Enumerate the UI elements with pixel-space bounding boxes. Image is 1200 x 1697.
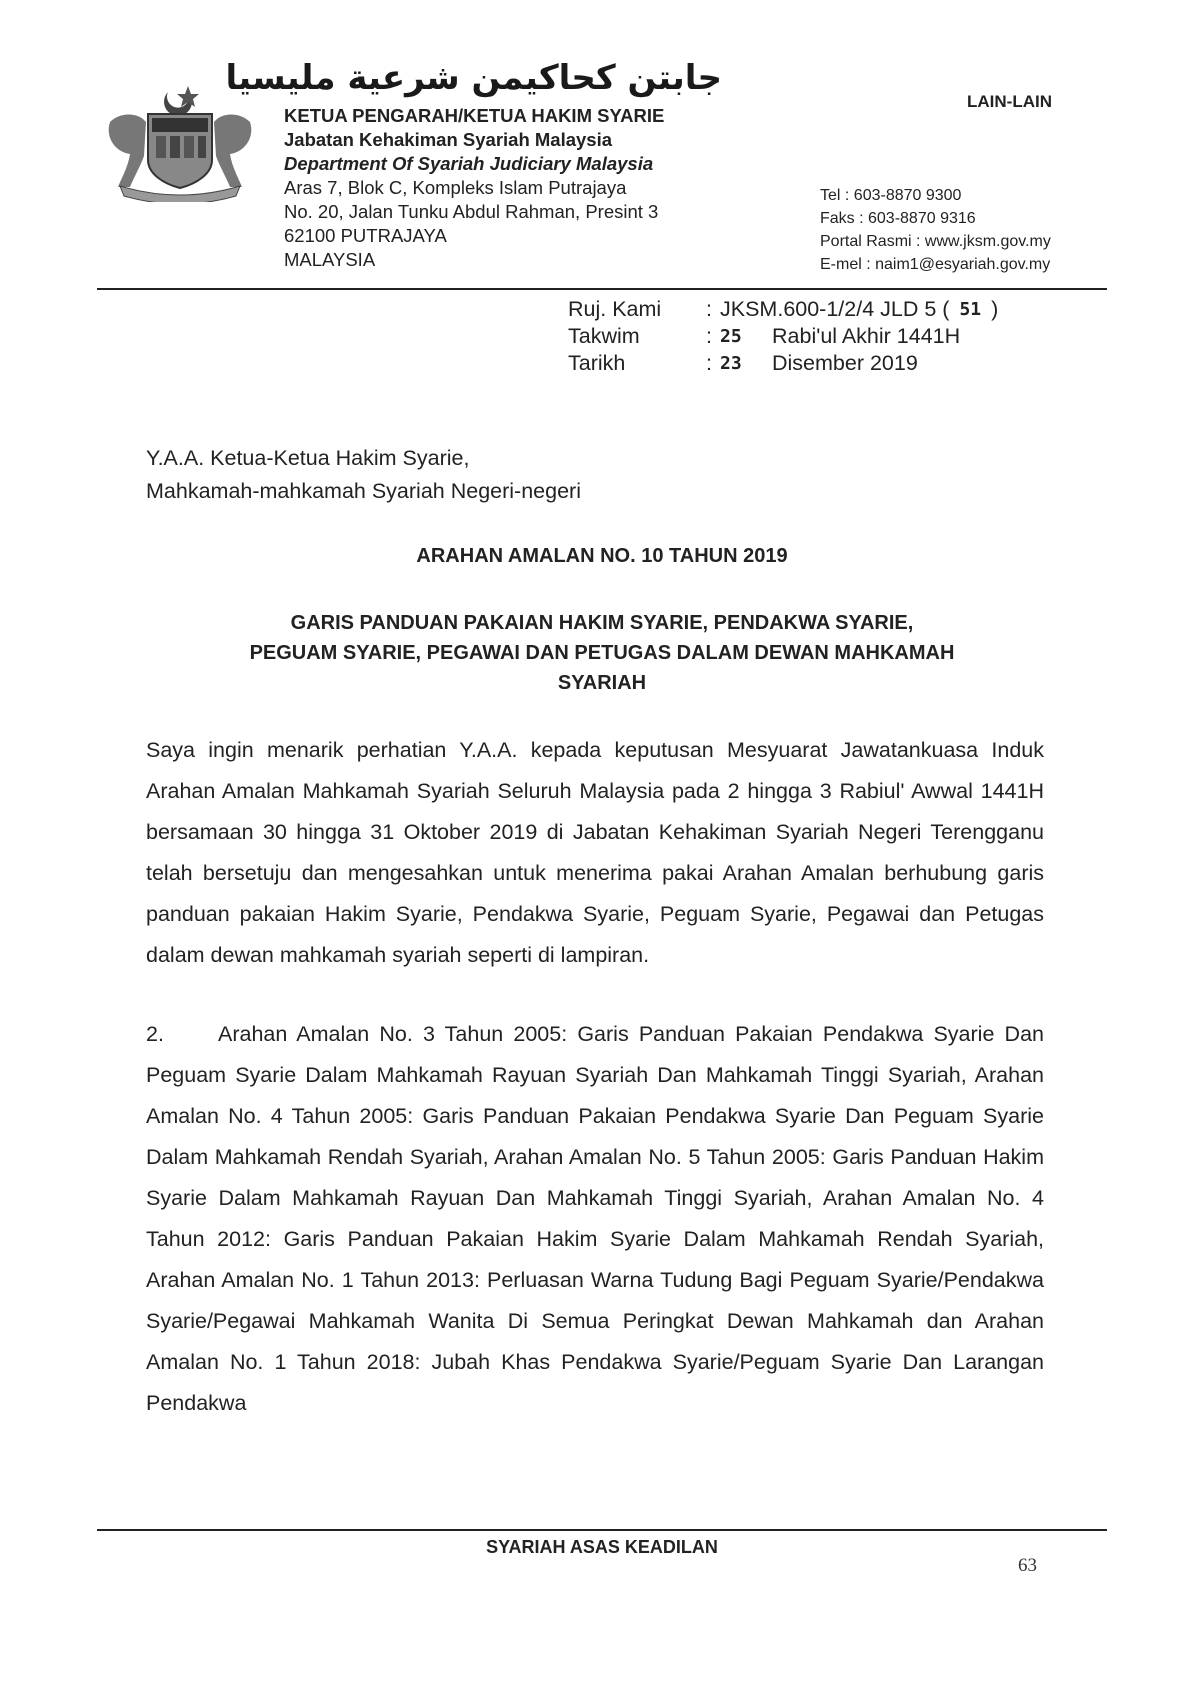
document-subject — [97, 608, 1107, 698]
contact-block — [820, 184, 1051, 276]
hijri-date: Rabi'ul Akhir 1441H — [772, 324, 961, 348]
addressee-line: Mahkamah-mahkamah Syariah Negeri-negeri — [146, 479, 581, 503]
address-line: MALAYSIA — [284, 249, 376, 270]
reference-block — [568, 296, 998, 377]
office-title: KETUA PENGARAH/KETUA HAKIM SYARIE — [284, 105, 665, 126]
contact-telephone: Tel : 603-8870 9300 — [820, 187, 962, 204]
department-name-malay: Jabatan Kehakiman Syariah Malaysia — [284, 129, 613, 150]
reference-label: Ruj. Kami — [568, 297, 662, 321]
paragraph-text: Arahan Amalan No. 3 Tahun 2005: Garis Panduan Pakaian Pendakwa Syarie Dan Peguam Syarie Dalam Mahkamah Rayuan Syariah Dan Mahkamah Tinggi Syariah, Arahan Amalan No. 4 Tahun 2005: Garis Panduan Pakaian Pendakwa Syarie Dan Peguam Syarie Dalam Mahkamah Rendah Syariah, Arahan Amalan No. 5 Tahun 2005: Garis Panduan Hakim Syarie Dalam Mahkamah Rayuan Dan Mahkamah Tinggi Syariah, Arahan Amalan No. 4 Tahun 2012: Garis Panduan Pakaian Hakim Syarie Dalam Mahkamah Rendah Syariah, Arahan Amalan No. 1 Tahun 2013: Perluasan Warna Tudung Bagi Peguam Syarie/Pendakwa Syarie/Pegawai Mahkamah Wanita Di Semua Peringkat Dewan Mahkamah dan Arahan Amalan No. 1 Tahun 2018: Jubah Khas Pendakwa Syarie/Peguam Syarie Dan Larangan Pendakwa — [146, 1022, 1044, 1415]
reference-label: Tarikh — [568, 351, 626, 375]
department-name-english: Department Of Syariah Judiciary Malaysia — [284, 153, 654, 174]
reference-suffix: ) — [991, 297, 999, 321]
contact-fax: Faks : 603-8870 9316 — [820, 210, 976, 227]
arabic-department-title: جابتن كحاكيمن شرعية مليسيا — [225, 58, 722, 98]
paragraph-number: 2. — [146, 1022, 164, 1046]
reference-label: Takwim — [568, 324, 640, 348]
address-line: 62100 PUTRAJAYA — [284, 225, 447, 246]
footer-divider — [97, 1529, 1107, 1531]
handwritten-reference-number: 51 — [959, 299, 982, 320]
reference-colon: : — [706, 324, 712, 348]
letterhead-address-block — [284, 104, 744, 272]
reference-colon: : — [706, 297, 712, 321]
contact-portal: Portal Rasmi : www.jksm.gov.my — [820, 233, 1051, 250]
reference-row — [568, 350, 998, 377]
body-paragraph-2 — [146, 1014, 1044, 1424]
address-line: No. 20, Jalan Tunku Abdul Rahman, Presint 3 — [284, 201, 659, 222]
subject-line: SYARIAH — [557, 672, 647, 694]
subject-line: GARIS PANDUAN PAKAIAN HAKIM SYARIE, PENDAKWA SYARIE, — [290, 612, 914, 634]
subject-line: PEGUAM SYARIE, PEGAWAI DAN PETUGAS DALAM DEWAN MAHKAMAH — [249, 642, 955, 664]
document-title: ARAHAN AMALAN NO. 10 TAHUN 2019 — [416, 545, 788, 567]
gregorian-date: Disember 2019 — [772, 351, 918, 375]
addressee-block — [146, 442, 581, 508]
address-line: Aras 7, Blok C, Kompleks Islam Putrajaya — [284, 177, 627, 198]
classification-label: LAIN-LAIN — [967, 92, 1052, 111]
reference-row — [568, 323, 998, 350]
contact-email: E-mel : naim1@esyariah.gov.my — [820, 256, 1051, 273]
handwritten-day: 25 — [720, 326, 742, 347]
coat-of-arms-logo — [100, 82, 260, 202]
footer-motto: SYARIAH ASAS KEADILAN — [486, 1537, 718, 1557]
reference-number: JKSM.600-1/2/4 JLD 5 ( — [720, 297, 950, 321]
reference-colon: : — [706, 351, 712, 375]
header-divider — [97, 288, 1107, 290]
page-number: 63 — [1018, 1555, 1037, 1576]
reference-row — [568, 296, 998, 323]
body-paragraph-1: Saya ingin menarik perhatian Y.A.A. kepada keputusan Mesyuarat Jawatankuasa Induk Arahan Amalan Mahkamah Syariah Seluruh Malaysia pada 2 hingga 3 Rabiul' Awwal 1441H bersamaan 30 hingga 31 Oktober 2019 di Jabatan Kehakiman Syariah Negeri Terengganu telah bersetuju dan mengesahkan untuk menerima pakai Arahan Amalan berhubung garis panduan pakaian Hakim Syarie, Pendakwa Syarie, Peguam Syarie, Pegawai dan Petugas dalam dewan mahkamah syariah seperti di lampiran. — [146, 738, 1044, 967]
handwritten-day: 23 — [720, 353, 742, 374]
addressee-line: Y.A.A. Ketua-Ketua Hakim Syarie, — [146, 446, 470, 470]
